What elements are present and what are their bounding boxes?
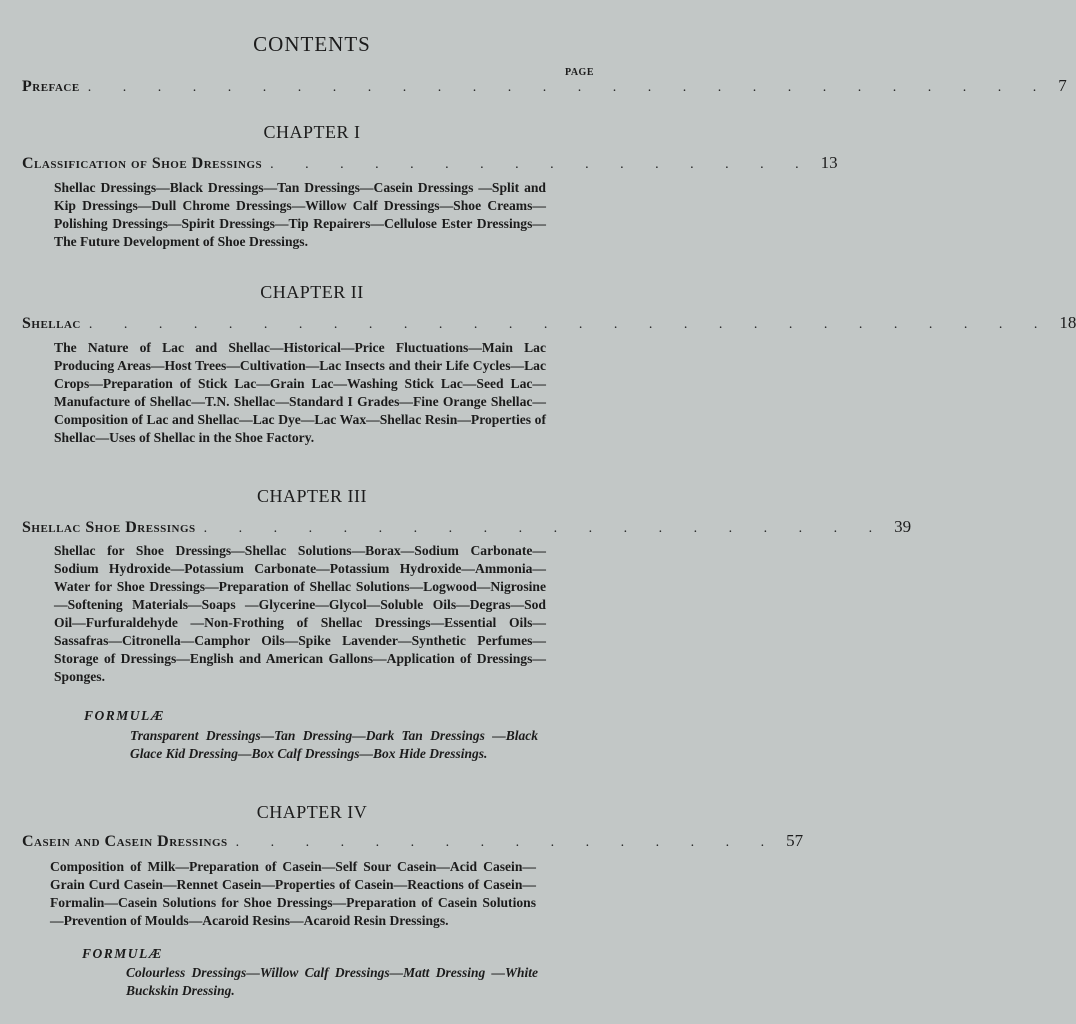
chapter-heading: CHAPTER IV (256, 802, 368, 822)
toc-page-number: 13 (820, 153, 838, 172)
dot-leader: . . . . . . . . . . . . . . . . . . . . . . . . . . . . (88, 317, 1052, 332)
formulae-list: Colourless Dressings—Willow Calf Dressings—Matt Dressing —White Buckskin Dressing. (126, 965, 538, 998)
dot-leader: . . . . . . . . . . . . . . . . (235, 835, 779, 850)
dot-leader: . . . . . . . . . . . . . . . . (270, 157, 813, 172)
toc-entry-chapter-3[interactable] (22, 517, 912, 537)
toc-entry-title: Preface (22, 78, 80, 95)
chapter-summary: Shellac for Shoe Dressings—Shellac Solutions—Borax—Sodium Carbonate—Sodium Hydroxide—Potassium Carbonate—Potassium Hydroxide—Ammonia—Water for Shoe Dressings—Preparation of Shellac Solutions—Logwood—Nigrosine—Softening Materials—Soaps —Glycerine—Glycol—Soluble Oils—Degras—Sod Oil—Furfuraldehyde —Non-Frothing of Shellac Dressings—Essential Oils—Sassafras—Citronella—Camphor Oils—Spike Lavender—Synthetic Perfumes—Storage of Dressings—English and American Gallons—Application of Dressings—Sponges. (54, 543, 546, 684)
toc-entry-chapter-4[interactable] (22, 831, 804, 851)
formulae-label: FORMULÆ (82, 946, 163, 961)
toc-entry-preface[interactable] (22, 76, 1067, 96)
toc-entry-title: Shellac (22, 315, 81, 332)
chapter-summary: The Nature of Lac and Shellac—Historical—Price Fluctuations—Main Lac Producing Areas—Host Trees—Cultivation—Lac Insects and their Life Cycles—Lac Crops—Preparation of Stick Lac—Grain Lac—Washing Stick Lac—Seed Lac—Manufacture of Shellac—T.N. Shellac—Standard I Grades—Fine Orange Shellac—Composition of Lac and Shellac—Lac Dye—Lac Wax—Shellac Resin—Properties of Shellac—Uses of Shellac in the Shoe Factory. (54, 340, 546, 445)
dot-leader: . . . . . . . . . . . . . . . . . . . . . . . . . . . . (87, 80, 1051, 95)
toc-entry-chapter-1[interactable] (22, 153, 838, 173)
toc-page-number: 57 (786, 831, 804, 850)
formulae-label: FORMULÆ (84, 708, 165, 723)
chapter-summary: Shellac Dressings—Black Dressings—Tan Dressings—Casein Dressings —Split and Kip Dressings—Dull Chrome Dressings—Willow Calf Dressings—Shoe Creams—Polishing Dressings—Spirit Dressings—Tip Repairers—Cellulose Ester Dressings—The Future Development of Shoe Dressings. (54, 180, 546, 249)
toc-entry-chapter-2[interactable] (22, 313, 1076, 333)
page-column-label: PAGE (564, 67, 594, 78)
toc-page-number: 39 (894, 517, 912, 536)
toc-entry-title: Shellac Shoe Dressings (22, 519, 196, 536)
formulae-list: Transparent Dressings—Tan Dressing—Dark Tan Dressings —Black Glace Kid Dressing—Box Calf Dressings—Box Hide Dressings. (130, 728, 538, 761)
toc-page-number: 7 (1058, 76, 1067, 95)
toc-entry-title: Classification of Shoe Dressings (22, 155, 263, 172)
dot-leader: . . . . . . . . . . . . . . . . . . . . (203, 521, 887, 536)
chapter-heading: CHAPTER III (257, 486, 367, 506)
chapter-summary: Composition of Milk—Preparation of Casein—Self Sour Casein—Acid Casein—Grain Curd Casein—Rennet Casein—Properties of Casein—Reactions of Casein—Formalin—Casein Solutions for Shoe Dressings—Preparation of Casein Solutions—Prevention of Moulds—Acaroid Resins—Acaroid Resin Dressings. (50, 859, 536, 928)
chapter-heading: CHAPTER I (263, 122, 361, 142)
page-title: CONTENTS (253, 32, 371, 56)
toc-entry-title: Casein and Casein Dressings (22, 833, 228, 850)
chapter-heading: CHAPTER II (260, 282, 364, 302)
toc-page-number: 18 (1059, 313, 1076, 332)
